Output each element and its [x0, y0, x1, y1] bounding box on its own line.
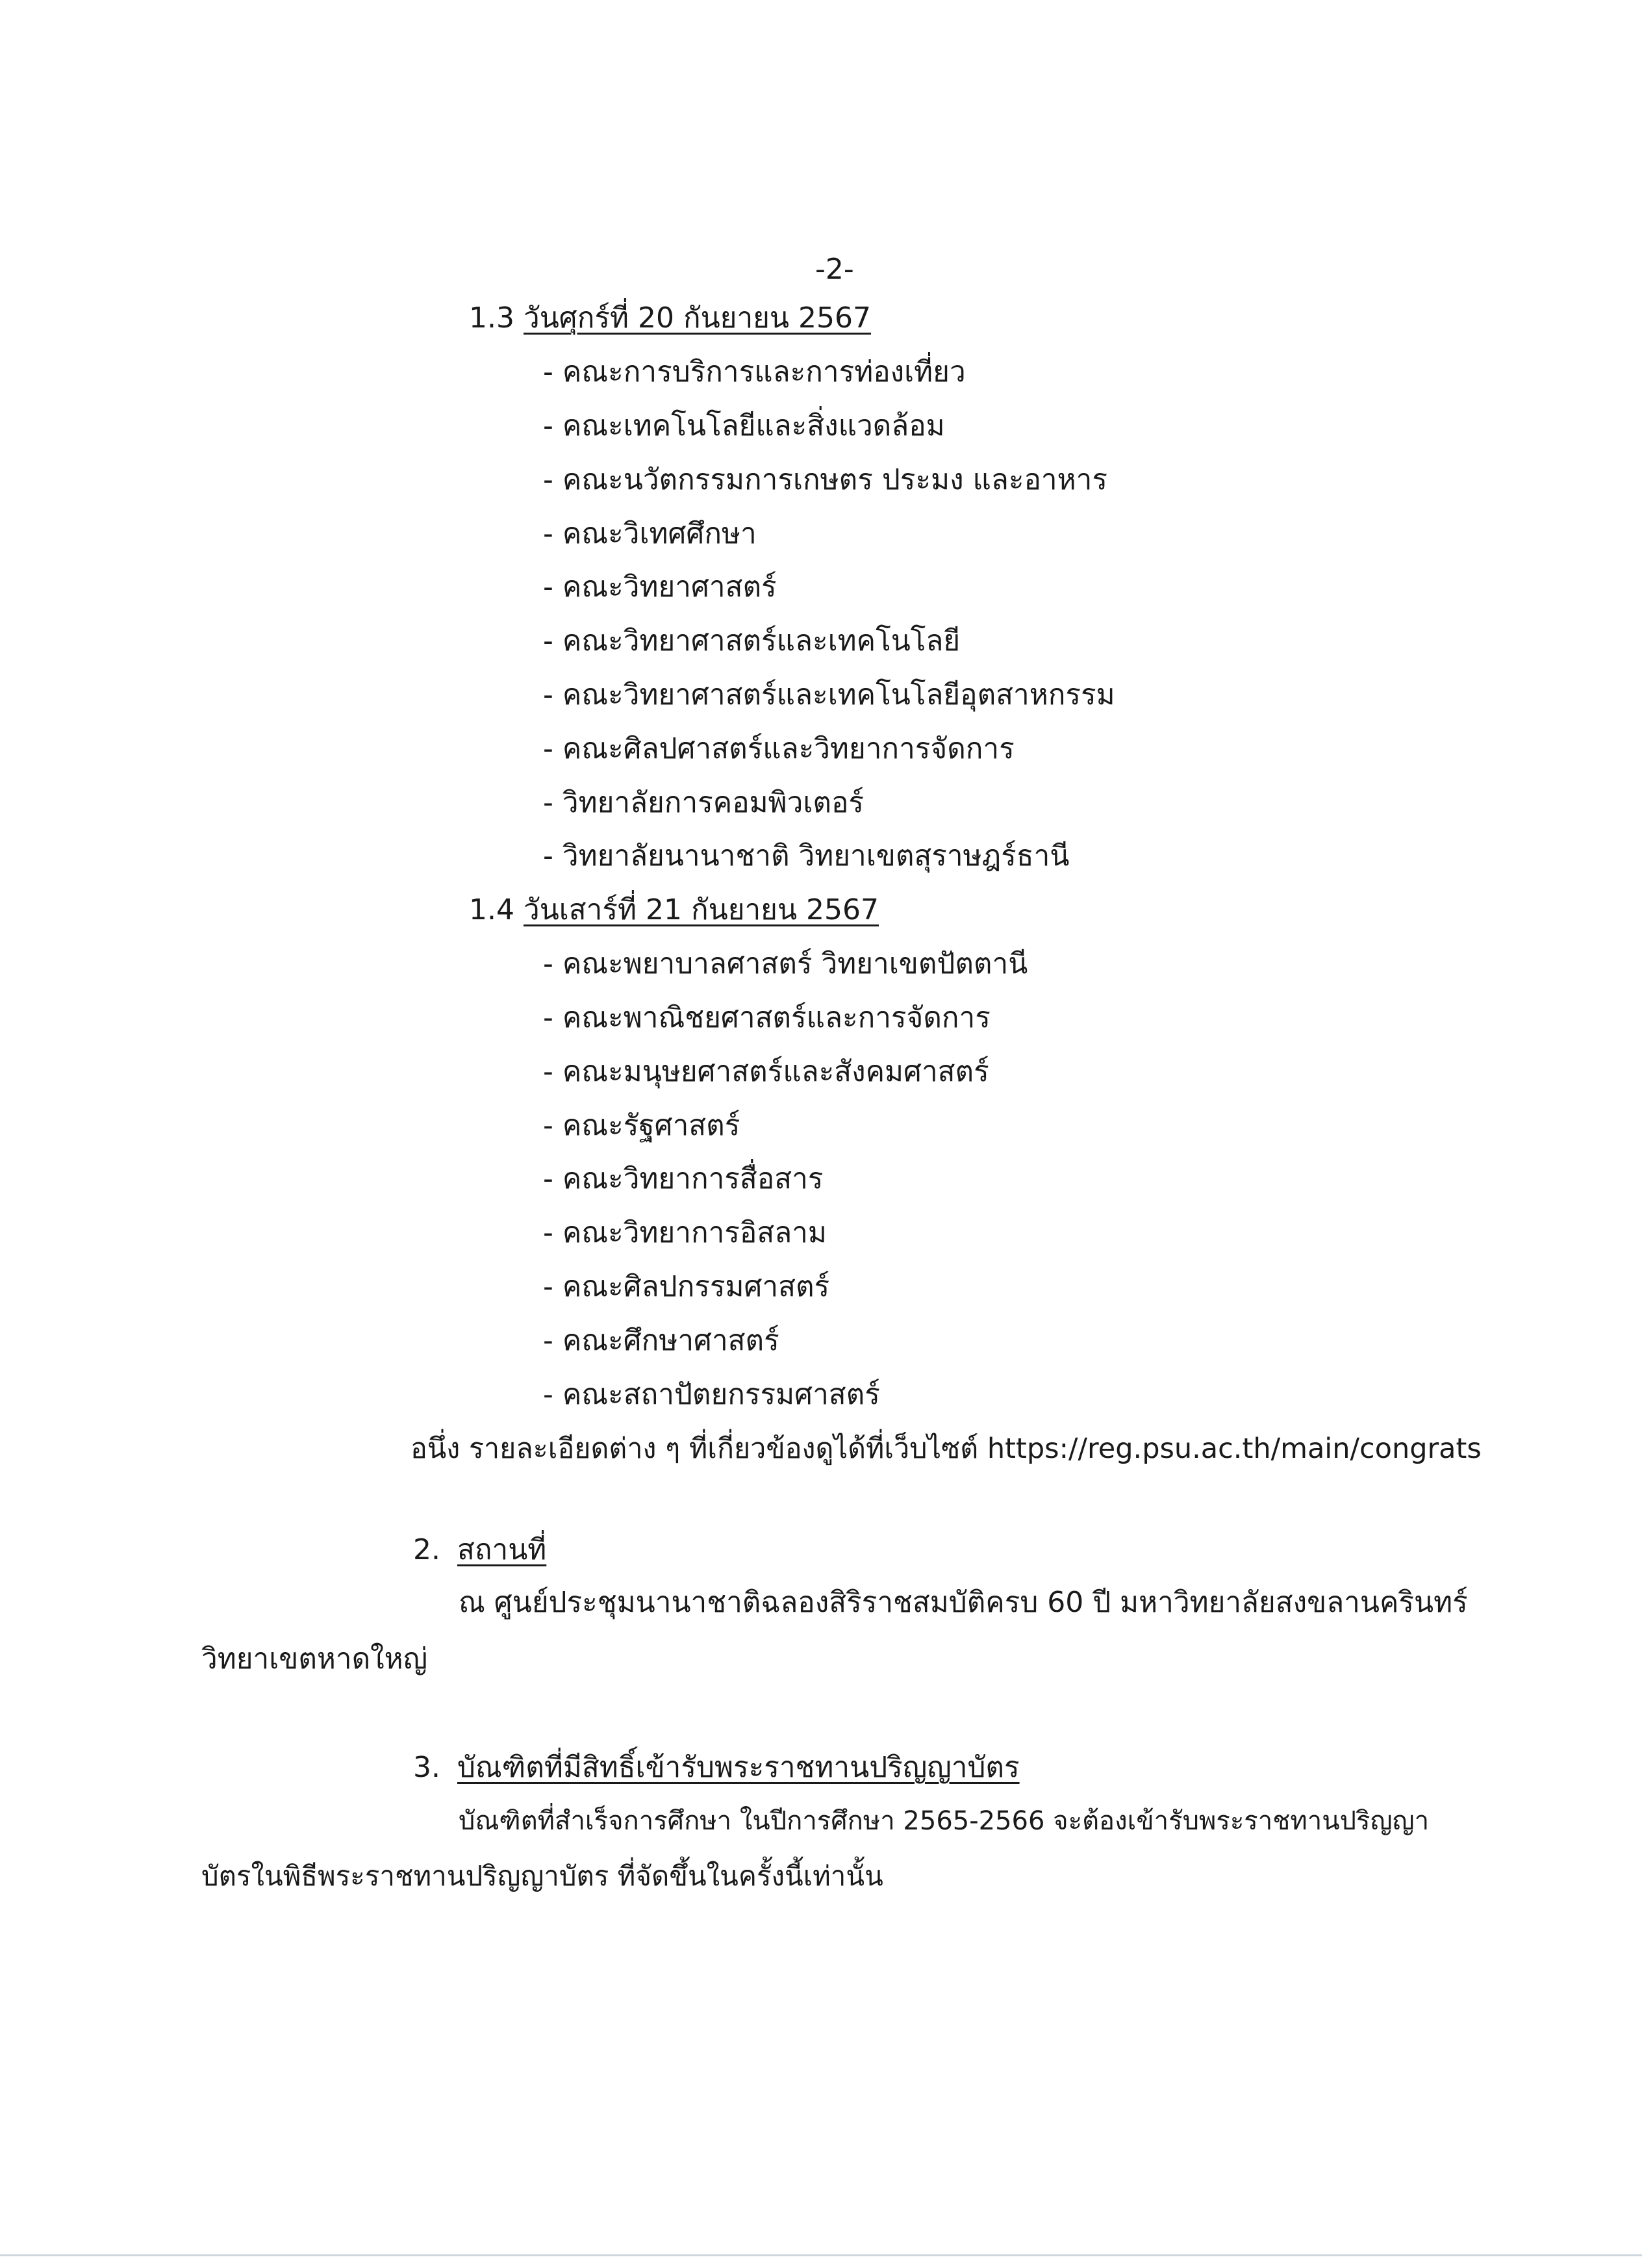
list-item: - คณะรัฐศาสตร์ [543, 1109, 740, 1142]
section-number: 2. [413, 1533, 440, 1566]
section-2-heading [413, 1531, 546, 1570]
website-note: อนึ่ง รายละเอียดต่าง ๆ ที่เกี่ยวข้องดูได้ที่เว็บไซต์ https://reg.psu.ac.th/main/congrats [410, 1433, 1482, 1465]
list-item: - คณะศึกษาศาสตร์ [543, 1324, 779, 1357]
venue-line-1: ณ ศูนย์ประชุมนานาชาติฉลองสิริราชสมบัติครบ 60 ปี มหาวิทยาลัยสงขลานครินทร์ [459, 1586, 1468, 1619]
list-item: - คณะสถาปัตยกรรมศาสตร์ [543, 1378, 880, 1411]
section-1-4-heading [469, 891, 879, 930]
list-item: - คณะวิทยาศาสตร์และเทคโนโลยี [543, 624, 961, 657]
section-number: 1.3 [469, 301, 514, 335]
section-date: วันศุกร์ที่ 20 กันยายน 2567 [523, 301, 871, 335]
section-date: วันเสาร์ที่ 21 กันยายน 2567 [523, 893, 879, 926]
list-item: - วิทยาลัยนานาชาติ วิทยาเขตสุราษฎร์ธานี [543, 839, 1070, 873]
venue-line-2: วิทยาเขตหาดใหญ่ [201, 1642, 428, 1676]
section-title: สถานที่ [457, 1533, 547, 1566]
list-item: - คณะศิลปศาสตร์และวิทยาการจัดการ [543, 732, 1015, 765]
section-3-heading [413, 1748, 1020, 1787]
section-1-3-heading [469, 299, 871, 338]
list-item: - คณะพาณิชยศาสตร์และการจัดการ [543, 1001, 991, 1034]
bottom-divider [0, 2254, 1642, 2256]
list-item: - คณะวิทยาศาสตร์และเทคโนโลยีอุตสาหกรรม [543, 678, 1115, 711]
page-number: -2- [815, 253, 854, 286]
list-item: - คณะการบริการและการท่องเที่ยว [543, 355, 966, 389]
list-item: - คณะพยาบาลศาสตร์ วิทยาเขตปัตตานี [543, 947, 1028, 980]
section-title: บัณฑิตที่มีสิทธิ์เข้ารับพระราชทานปริญญาบัตร [457, 1751, 1020, 1784]
list-item: - คณะวิทยาศาสตร์ [543, 570, 777, 604]
list-item: - คณะนวัตกรรมการเกษตร ประมง และอาหาร [543, 463, 1107, 496]
list-item: - คณะศิลปกรรมศาสตร์ [543, 1270, 830, 1303]
eligibility-line-2: บัตรในพิธีพระราชทานปริญญาบัตร ที่จัดขึ้นในครั้งนี้เท่านั้น [201, 1860, 883, 1892]
eligibility-line-1: บัณฑิตที่สำเร็จการศึกษา ในปีการศึกษา 2565-2566 จะต้องเข้ารับพระราชทานปริญญา [459, 1806, 1430, 1836]
list-item: - คณะวิทยาการสื่อสาร [543, 1162, 824, 1195]
list-item: - คณะมนุษยศาสตร์และสังคมศาสตร์ [543, 1055, 989, 1088]
list-item: - วิทยาลัยการคอมพิวเตอร์ [543, 786, 865, 819]
section-number: 3. [413, 1751, 440, 1784]
list-item: - คณะวิเทศศึกษา [543, 517, 757, 550]
list-item: - คณะวิทยาการอิสลาม [543, 1216, 827, 1249]
section-number: 1.4 [469, 893, 514, 926]
list-item: - คณะเทคโนโลยีและสิ่งแวดล้อม [543, 409, 945, 442]
